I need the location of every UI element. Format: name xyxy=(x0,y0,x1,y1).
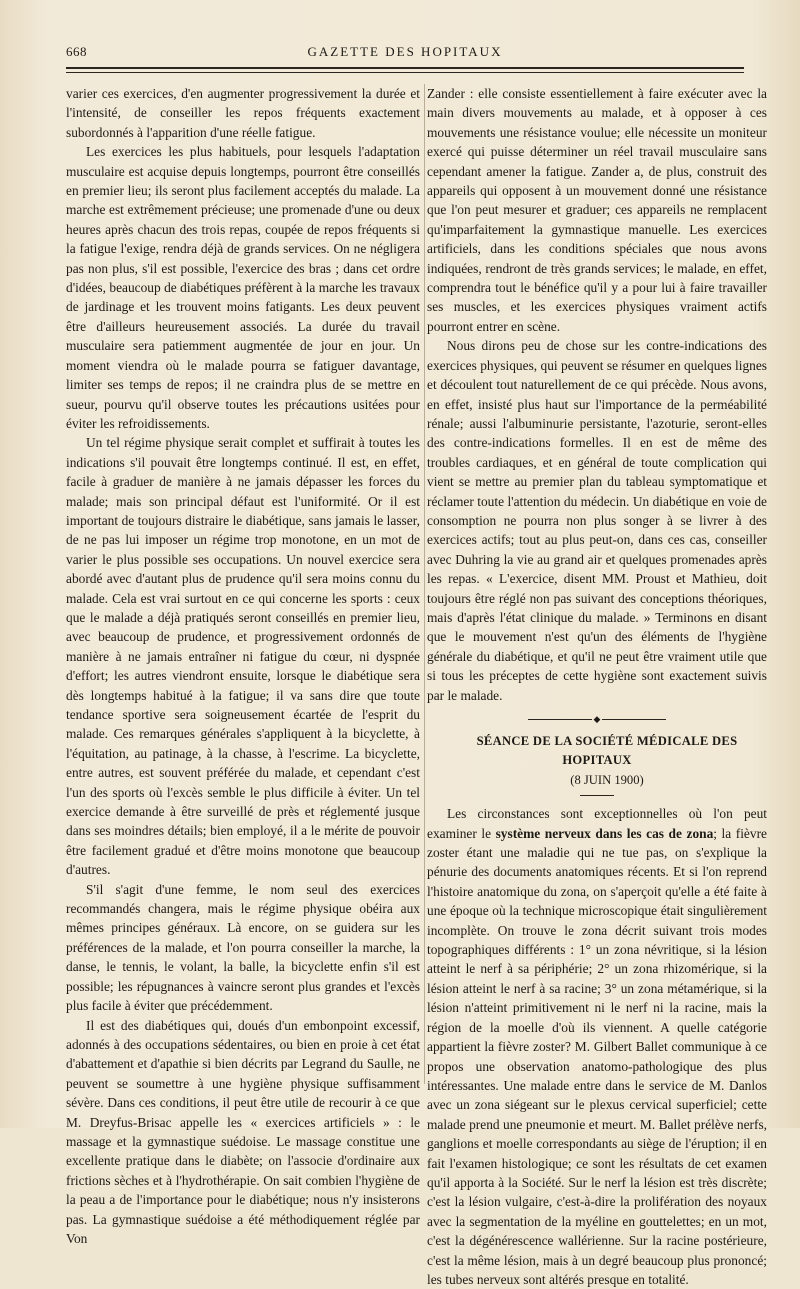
section-rule xyxy=(580,795,614,796)
column-divider xyxy=(424,84,425,1084)
paragraph: Les exercices les plus habituels, pour lesquels l'adaptation musculaire est acquise depuis longtemps, pourront être conseillés en premier lieu; ils seront plus facilement acceptés du malade. La marche est extrêmement précieuse; une promenade d'une ou deux heures après chacun des trois repas, coupée de repos fréquents si la fatigue l'exige, rendra déjà de grands services. On ne négligera pas non plus, s'il est possible, l'exercice des bras ; dans cet ordre d'idées, beaucoup de diabétiques préfèrent à la marche les travaux de jardinage et les trouvent moins fatigants. Les deux peuvent être d'ailleurs heureusement associés. La durée du travail musculaire sera patiemment augmentée de jour en jour. Un moment viendra où le malade pourra se fatiguer davantage, limiter ses temps de repos; il ne craindra plus de se mettre en sueur, pourvu qu'il observe toutes les précautions usitées pour éviter les refroidissements. xyxy=(66,144,420,431)
right-column xyxy=(427,84,767,1289)
paragraph: Nous dirons peu de chose sur les contre-indications des exercices physiques, qui peuvent se résumer en quelques lignes et découlent tout naturellement de ce qui précède. Nous avons, en effet, insisté plus haut sur l'importance de la perméabilité rénale; aussi l'albuminurie persistante, l'azoturie, seront-elles des contre-indications formelles. Il en est de même des troubles cardiaques, et en général de toute complication qui vient se mettre au premier plan du tableau symptomatique et réclamer toute l'attention du médecin. Un diabétique en voie de consomption ne pourra non plus songer à se livrer à des exercices actifs; tout au plus peut-on, dans ces cas, conseiller avec Duhring la vie au grand air et quelques promenades après les repas. « L'exercice, disent MM. Proust et Mathieu, doit toujours être réglé non pas suivant des conceptions théoriques, mais d'après l'état clinique du malade. » Terminons en disant que le mouvement n'est qu'un des éléments de l'hygiène générale du diabétique, et qu'il ne peut être vraiment utile que si tous les préceptes de cette hygiène sont exactement suivis par le malade. xyxy=(427,338,767,703)
page-header xyxy=(66,44,744,66)
paragraph: Il est des diabétiques qui, doués d'un embonpoint excessif, adonnés à des occupations sédentaires, ou bien en proie à cet état d'abattement et d'apathie si bien décrits par Legrand du Saulle, ne peuvent se soumettre à une hygiène physique suffisamment sévère. Dans ces conditions, il peut être utile de recourir à ce que M. Dreyfus-Brisac appelle les « exercices artificiels » : le massage et la gymnastique suédoise. Le massage constitue une excellente pratique dans le diabète; on l'associe d'ordinaire aux frictions sèches et à l'hydrothérapie. On sait combien l'hygiène de la peau a de l'importance pour le diabétique; nous n'y insisterons pas. La gymnastique suédoise a été méthodiquement réglée par Von xyxy=(66,1017,420,1246)
paragraph xyxy=(427,804,767,1289)
bold-phrase: système nerveux dans les cas de zona xyxy=(495,825,714,841)
section-date: (8 JUIN 1900) xyxy=(570,772,644,787)
section-separator xyxy=(427,714,767,724)
header-rule-thick xyxy=(66,67,744,69)
section-title: SÉANCE DE LA SOCIÉTÉ MÉDICALE DES HOPITAUX xyxy=(476,734,738,768)
journal-title: GAZETTE DES HOPITAUX xyxy=(307,44,503,59)
left-column xyxy=(66,84,420,1248)
ornament-glyph: ◆ xyxy=(593,714,601,724)
page-number: 668 xyxy=(66,44,87,59)
paragraph: S'il s'agit d'une femme, le nom seul des exercices recommandés changera, mais le régime physique obéira aux mêmes principes généraux. Là encore, on se guidera sur les préférences de la malade, et l'on pourra conseiller la marche, la danse, le tennis, le volant, la balle, la bicyclette enfin s'il est possible; les répugnances à vaincre seront plus grandes et l'excès plus facile à éviter que précédemment. xyxy=(66,881,420,1014)
header-rule-thin xyxy=(66,72,744,73)
paragraph-end: ; la fièvre zoster étant une maladie qui ne tue pas, on s'explique la pénurie des documents anatomiques récents. Et si l'on reprend l'histoire anatomique du zona, on s'aperçoit qu'elle a été faite à une époque où la technique microscopique était singulièrement incomplète. On trouve le zona décrit suivant trois modes topographiques différents : 1° un zona névritique, si la lésion atteint le nerf à sa périphérie; 2° un zona rhizomérique, si la lésion atteint le nerf à sa racine; 3° un zona métamérique, si la lésion n'atteint primitivement ni le nerf ni la racine, mais la région de la moelle d'où ils viennent. A quelle catégorie appartient la fièvre zoster? M. Gilbert Ballet communique à ce propos une observation anatomo-pathologique des plus intéressantes. Une malade entre dans le service de M. Danlos avec un zona siégeant sur le plexus cervical superficiel; cette malade prend une pneumonie et meurt. M. Ballet prélève nerfs, ganglions et moelle correspondants au siège de l'éruption; il en fait l'examen histologique; ce sont les résultats de cet examen qu'il apporta à la Société. Sur le nerf la lésion est très discrète; c'est la lésion vulgaire, c'est-à-dire la prolifération des noyaux avec la segmentation de la myéline en gouttelettes; en un mot, c'est la dégénérescence wallérienne. Sur la racine postérieure, c'est la même lésion, mais à un degré beaucoup plus prononcé; les tubes nerveux sont altérés presque en totalité. xyxy=(427,825,767,1287)
paragraph: varier ces exercices, d'en augmenter progressivement la durée et l'intensité, de conseiller les repos fréquents exactement subordonnés à l'apparition d'une réelle fatigue. xyxy=(66,86,420,140)
paragraph-start: Les circonstances sont exceptionnelles où l'on peut examiner le xyxy=(427,806,767,841)
paragraph: Un tel régime physique serait complet et suffirait à toutes les indications s'il pouvait être longtemps continué. Il est, en effet, facile à graduer de manière à ne jamais dépasser les forces du malade; mais son principal défaut est l'uniformité. Or il est important de toujours distraire le diabétique, sans jamais le lasser, de ne pas lui imposer un régime trop monotone, en un mot de varier le plus possible ses occupations. Un nouvel exercice sera abordé avec d'autant plus de prudence qu'il sera moins connu du malade. Cela est vrai surtout en ce qui concerne les sports : ceux que le malade a déjà pratiqués seront conseillés en premier lieu, avec beaucoup de prudence, et progressivement ordonnés de manière à ne jamais entraîner ni fatigue du cœur, ni dyspnée d'effort; les autres viendront ensuite, lorsque le diabétique sera dès longtemps habitué à la fatigue; il va sans dire que toute tendance sportive sera soigneusement écartée de l'esprit du malade. Ces remarques générales s'appliquent à la bicyclette, à l'équitation, au patinage, à la chasse, à l'escrime. La bicyclette, entre autres, est souvent préférée du malade, et cependant c'est l'un des sports où l'excès semble le plus difficile à éviter. Un tel exercice demande à être surveillé de près et réglementé jusque dans ses moindres détails; bien employé, il a le mérite de pouvoir être facilement gradué et d'être moins monotone que beaucoup d'autres. xyxy=(66,435,420,878)
paragraph: Zander : elle consiste essentiellement à faire exécuter avec la main divers mouvements au malade, et à opposer à ces mouvements une résistance voulue; elle nécessite un moniteur exercé qui puisse déterminer un réel travail musculaire sans cependant amener la fatigue. Zander a, de plus, construit des appareils qui opposent à un mouvement donné une résistance que l'on peut mesurer et graduer; ces appareils ne remplacent qu'imparfaitement la gymnastique manuelle. Les exercices artificiels, dans les conditions spéciales que nous avons indiquées, rendront de très grands services; le malade, en effet, comprendra tout le bénéfice qu'il y a pour lui à faire travailler ses muscles, et les exercices physiques vraiment actifs pourront entrer en scène. xyxy=(427,86,767,334)
